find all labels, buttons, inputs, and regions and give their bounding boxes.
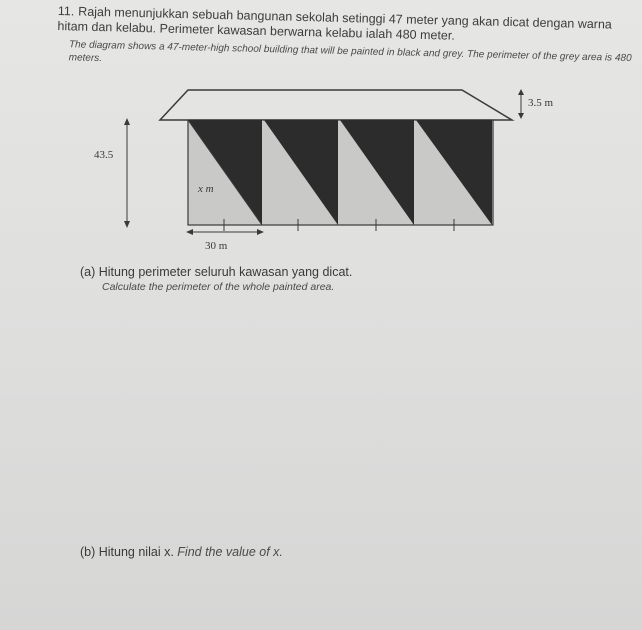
question-number: 11.: [57, 4, 75, 19]
arrow-head-up: [124, 118, 130, 125]
roof-height-label: 3.5 m: [528, 97, 554, 109]
part-b-malay: (b) Hitung nilai x.: [80, 545, 174, 559]
arrow-head-down: [124, 221, 130, 228]
arrow-head-left: [186, 229, 193, 235]
question-english-text: The diagram shows a 47-meter-high school building that will be painted in black and grey. The perimeter of the grey area is 480 meters.: [68, 39, 632, 65]
part-b-english: Find the value of x.: [177, 545, 283, 559]
part-a: [80, 265, 352, 293]
part-a-malay: (a) Hitung perimeter seluruh kawasan yang dicat.: [80, 265, 353, 279]
part-a-english: Calculate the perimeter of the whole painted area.: [102, 281, 335, 293]
question-malay-text: Rajah menunjukkan sebuah bangunan sekolah setinggi 47 meter yang akan dicat dengan warna hitam dan kelabu. Perimeter kawasan berwarna kelabu ialah 480 meter.: [57, 4, 613, 43]
x-label: x m: [198, 183, 214, 195]
width-label: 30 m: [205, 240, 228, 252]
arrow-head-right: [257, 229, 264, 235]
roof-band: [160, 90, 512, 120]
part-b: [80, 545, 283, 559]
arrow-head-down: [518, 113, 524, 119]
wall-height-label: 43.5: [94, 149, 114, 161]
arrow-head-up: [518, 89, 524, 95]
